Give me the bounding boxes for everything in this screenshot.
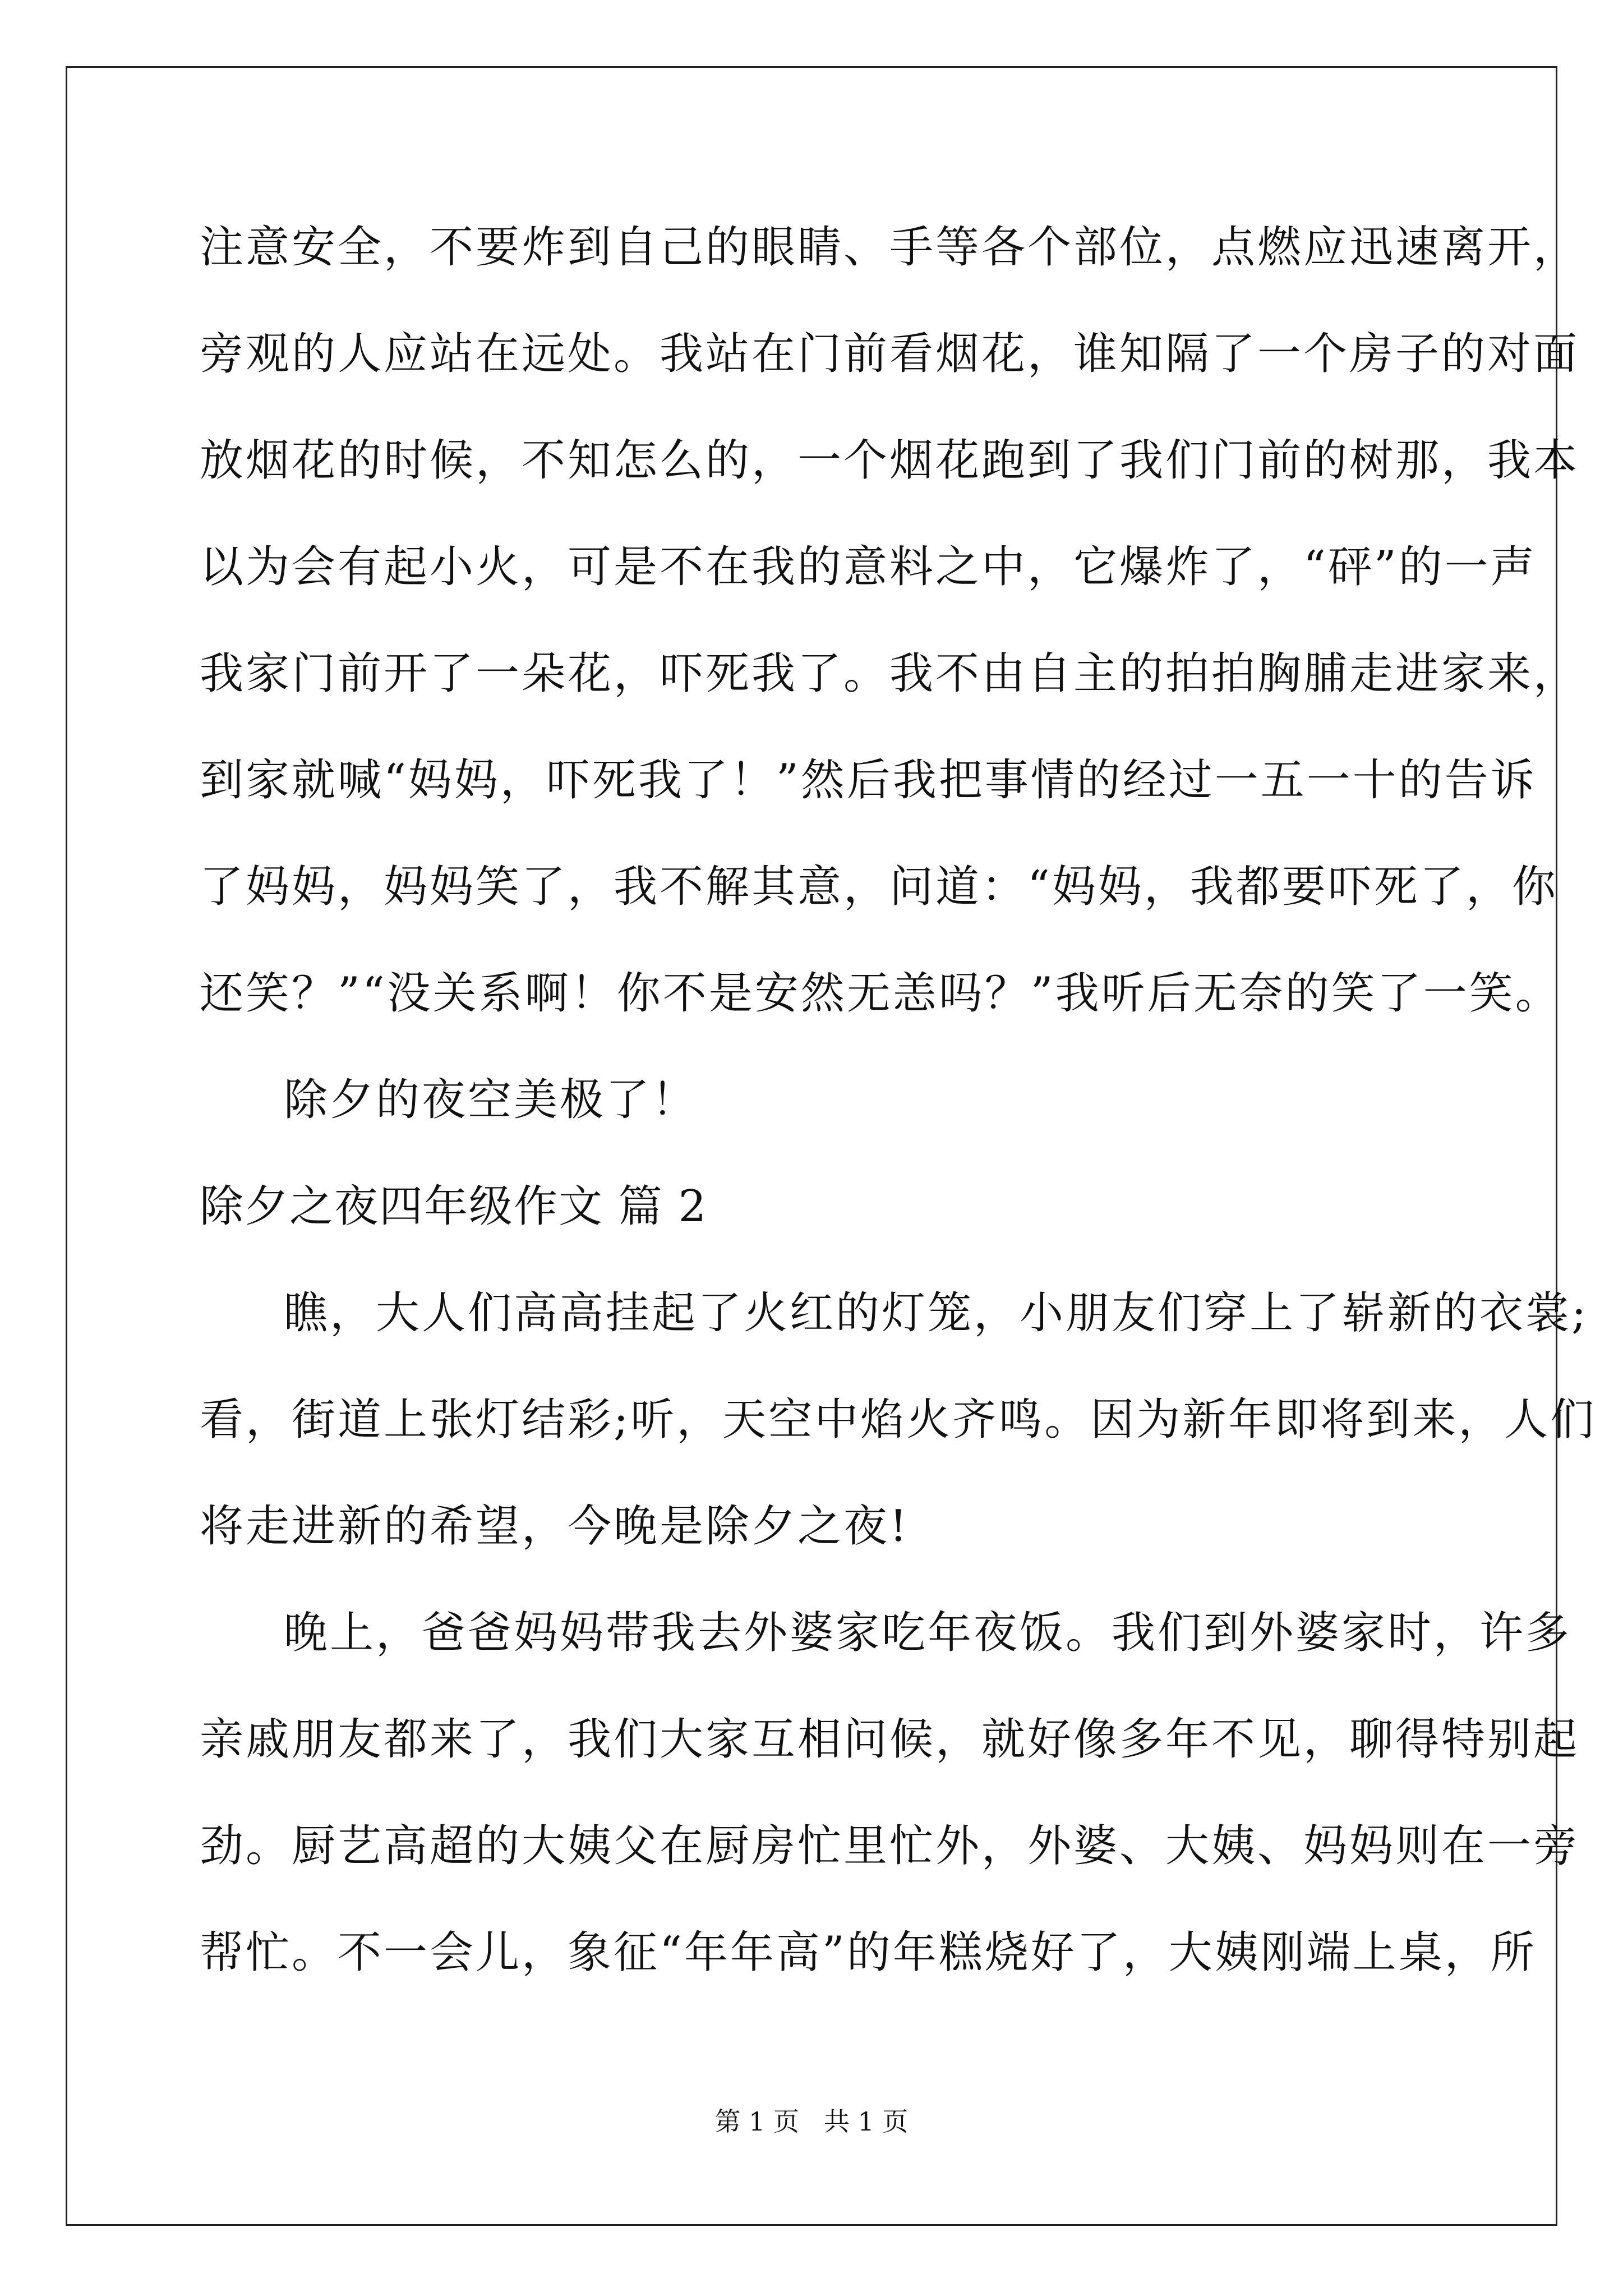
text-line: 将走进新的希望，今晚是除夕之夜! [200, 1501, 910, 1552]
text-line: 以为会有起小火，可是不在我的意料之中，它爆炸了，“砰”的一声 [200, 542, 1537, 592]
text-line: 放烟花的时候，不知怎么的，一个烟花跑到了我们门前的树那，我本 [200, 435, 1580, 486]
text-line: 劲。厨艺高超的大姨父在厨房忙里忙外，外婆、大姨、妈妈则在一旁 [200, 1821, 1580, 1871]
text-line: 除夕的夜空美极了！ [284, 1075, 698, 1125]
text-line: 亲戚朋友都来了，我们大家互相问候，就好像多年不见，聊得特别起 [200, 1714, 1580, 1765]
text-line: 瞧，大人们高高挂起了火红的灯笼，小朋友们穿上了崭新的衣裳; [284, 1288, 1589, 1338]
text-line: 还笑？”“没关系啊！你不是安然无恙吗？”我听后无奈的笑了一笑。 [200, 968, 1561, 1019]
section-heading: 除夕之夜四年级作文 篇 2 [200, 1181, 708, 1232]
text-line: 了妈妈，妈妈笑了，我不解其意，问道：“妈妈，我都要吓死了，你 [200, 862, 1558, 912]
page-border [66, 66, 1557, 2226]
text-line: 旁观的人应站在远处。我站在门前看烟花，谁知隔了一个房子的对面 [200, 329, 1580, 379]
text-line: 晚上，爸爸妈妈带我去外婆家吃年夜饭。我们到外婆家时，许多 [284, 1608, 1572, 1658]
page-number-footer: 第 1 页 共 1 页 [714, 2106, 909, 2137]
text-line: 注意安全，不要炸到自己的眼睛、手等各个部位，点燃应迅速离开， [200, 222, 1580, 273]
text-line: 看，街道上张灯结彩;听，天空中焰火齐鸣。因为新年即将到来，人们 [200, 1395, 1597, 1445]
text-line: 帮忙。不一会儿，象征“年年高”的年糕烧好了，大姨刚端上桌，所 [200, 1927, 1537, 1978]
text-line: 我家门前开了一朵花，吓死我了。我不由自主的拍拍胸脯走进家来， [200, 648, 1580, 699]
text-line: 到家就喊“妈妈，吓死我了！”然后我把事情的经过一五一十的告诉 [200, 755, 1537, 806]
